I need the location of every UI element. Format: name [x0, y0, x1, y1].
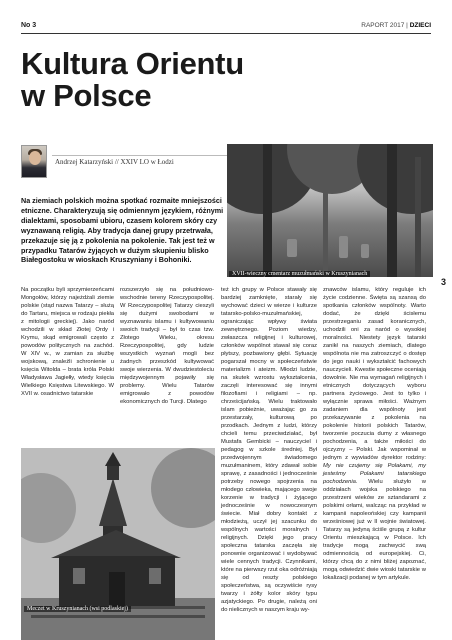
text-column-4 — [323, 286, 426, 582]
title-line-2: w Polsce — [21, 78, 152, 113]
issue-number: No 3 — [21, 22, 37, 29]
header-rule — [21, 33, 431, 34]
column-4-body: znawców islamu, który reguluje ich życie codzienne. Święta są szansą do spotkania członków wspólnoty. Warto dodać, że dzięki ścisłemu przestrzeganiu zasad koranicznych, uchodzili oni za naród o wysokiej moralności. Niestety język tatarski zanikł na naszych ziemiach, dlatego wspólnota nie ma zatroszczyć o dostęp do jego nauki i wykształcić fachowych nauczycieli. Kwestie społeczne oceniają dowolnie. Nie ma wymagań religijnych i etnicznych dotyczących wyboru partnera życiowego. Jest to tylko i wyłącznie sprawa miłości. Ważnym zadaniem dla wspólnoty jest przekazywanie z pokolenia na pokolenie historii polskich Tatarów, tworzenie poczucia dumy z własnego pochodzenia, a także miłości do ojczyzny – Polski. Jak wspominał w jednym z wywiadów dyrektor rodziny: — [323, 287, 426, 461]
column-4-tail: Wielu służyło w oddziałach wojska polskiego na przestrzeni wieków ze sztandarami z polskimi orłami, walcząc na przykład w kampanii napoleońskiej czy kampanii wrześniowej już w II wojnie światowej. Tatarzy są jedyną ściśle grupą z kultur Orientu mieszkającą w Polsce. Ich tradycje mogą zachwycić swą odmiennością od europejskiej. Ci, którzy chcą do z nimi bliżej zapoznać, mogą odwiedzić dwie wioski tatarskie w lokalizacji podanej w tym artykule. — [323, 479, 426, 581]
title-line-1: Kultura Orientu — [21, 46, 244, 81]
column-4-quote: My nie czujemy się Polakami, my jesteśmy Polakami tatarskiego pochodzenia. — [323, 463, 426, 485]
author-rule — [52, 155, 236, 156]
lead-paragraph: Na ziemiach polskich można spotkać rozmaite mniejszości etniczne. Charakteryzują się odmiennym językiem, różnymi dialektami, sposobami ubioru, czasem kolorem skóry czy wyznawaną religią. Aby tradycja danej grupy przetrwała, przekazuje się ją z pokolenia na pokolenie. Tak jest też w przypadku Tatarów żyjących w dużym skupieniu blisko Białegostoku w wioskach Kruszyniany i Bohoniki. — [21, 196, 224, 265]
text-column-2: rozszerzyło się na południowo-wschodnie tereny Rzeczypospolitej. W Rzeczypospolitej Tatarzy cieszyli się dużymi swobodami w wyznawaniu islamu i kultywowaniu swoich tradycji – był to czas tzw. Złotego Wieku, okresu Rzeczypospolitej, gdy ludzie wszystkich wyznań mogli bez żadnych przeszkód kultywować swoje wierzenia. W dwudziestoleciu międzywojennym pojawiły się problemy. Wielu Tatarów emigrowało z powodów ekonomicznych do Turcji. Dlatego — [120, 287, 214, 405]
running-header-prefix: RAPORT 2017 — [361, 22, 405, 29]
text-column-1: Na początku byli sprzymierzeńcami Mongołów, którzy najeżdżali ziemie polskie (stąd nazwa Tatarzy – służą do Tartaru, miejsca w rodzaju piekła z mitologii greckiej). Jako naród wchodzili w skład Złotej Ordy i Krymu, skąd emigrowali często z powodów politycznych na zachód. W XIV w., w zamian za służbę wojskową, znaleźli schronienie u księcia Witolda – brata króla Polski Władysława Jagiełły, wtedy księcia Wielkiego Księstwa Litewskiego. W XVII w. osadnictwo tatarskie — [21, 287, 114, 397]
author-avatar — [21, 145, 47, 178]
cemetery-photo-caption: XVII-wieczny cmentarz muzułmański w Kruszynianach — [229, 271, 370, 277]
author-byline: Andrzej Katarzyński // XXIV LO w Łodzi — [55, 158, 174, 166]
cemetery-photo — [227, 144, 433, 277]
page-number: 3 — [440, 277, 446, 287]
running-header-section: DZIECI — [409, 22, 431, 29]
text-column-3: też ich grupy w Polsce stawały się bardziej zamknięte, starały się wychować dzieci w wierze i kulturze tatarsko-polsko-muzułmańskiej, ograniczając wpływy świata zewnętrznego. Poziom wiedzy, zwłaszcza religijnej i kulturowej, członków wspólnot stawał się coraz płytszy, pozbawiony głębi. Sytuację pogarszał mocny w społeczeństwie materializm i ateizm. Młodzi ludzie, na skutek wzrostu wykształcenia, zaczęli interesować się innymi filozofiami i religiami – np. chrześcijańską. Wielu traktowało islam pobieżnie, uważając go za przestarzały, kulturową po przodkach. Jednym z ludzi, którzy chcieli temu przeciwdziałać, był Mustafa Gembicki – nauczyciel i pedagog w szkole średniej. Był przedwojennym świadomego muzułmaninem, który zdawał sobie sprawę, z zasadności i jednocześnie potrzeby nowego spojrzenia na młodego człowieka, mającego swoje korzenie w tradycji i żyjącego jednocześnie w nowoczesnym świecie. Miał dobry kontakt z młodzieżą, uczył jej szacunku do wspólnych wartości moralnych i religijnych. Dzięki jego pracy społeczna tatarska zaczęła się ponownie organizować i wydobywać wiele cennych tradycji. Czynnikami, które na pierwszy rzut oka odróżniają się od reszty polskiego społeczeństwa, są oczywiście rysy twarzy i żółty kolor skóry typu azjatyckiego. Po drugie, należą oni do nielicznych w naszym kraju wy- — [221, 287, 317, 613]
mosque-photo-caption: Meczet w Kruszynianach (wsi podlaskiej) — [24, 606, 131, 612]
running-header: RAPORT 2017 | DZIECI — [361, 22, 431, 29]
article-title — [21, 48, 261, 112]
author-block — [21, 145, 236, 181]
